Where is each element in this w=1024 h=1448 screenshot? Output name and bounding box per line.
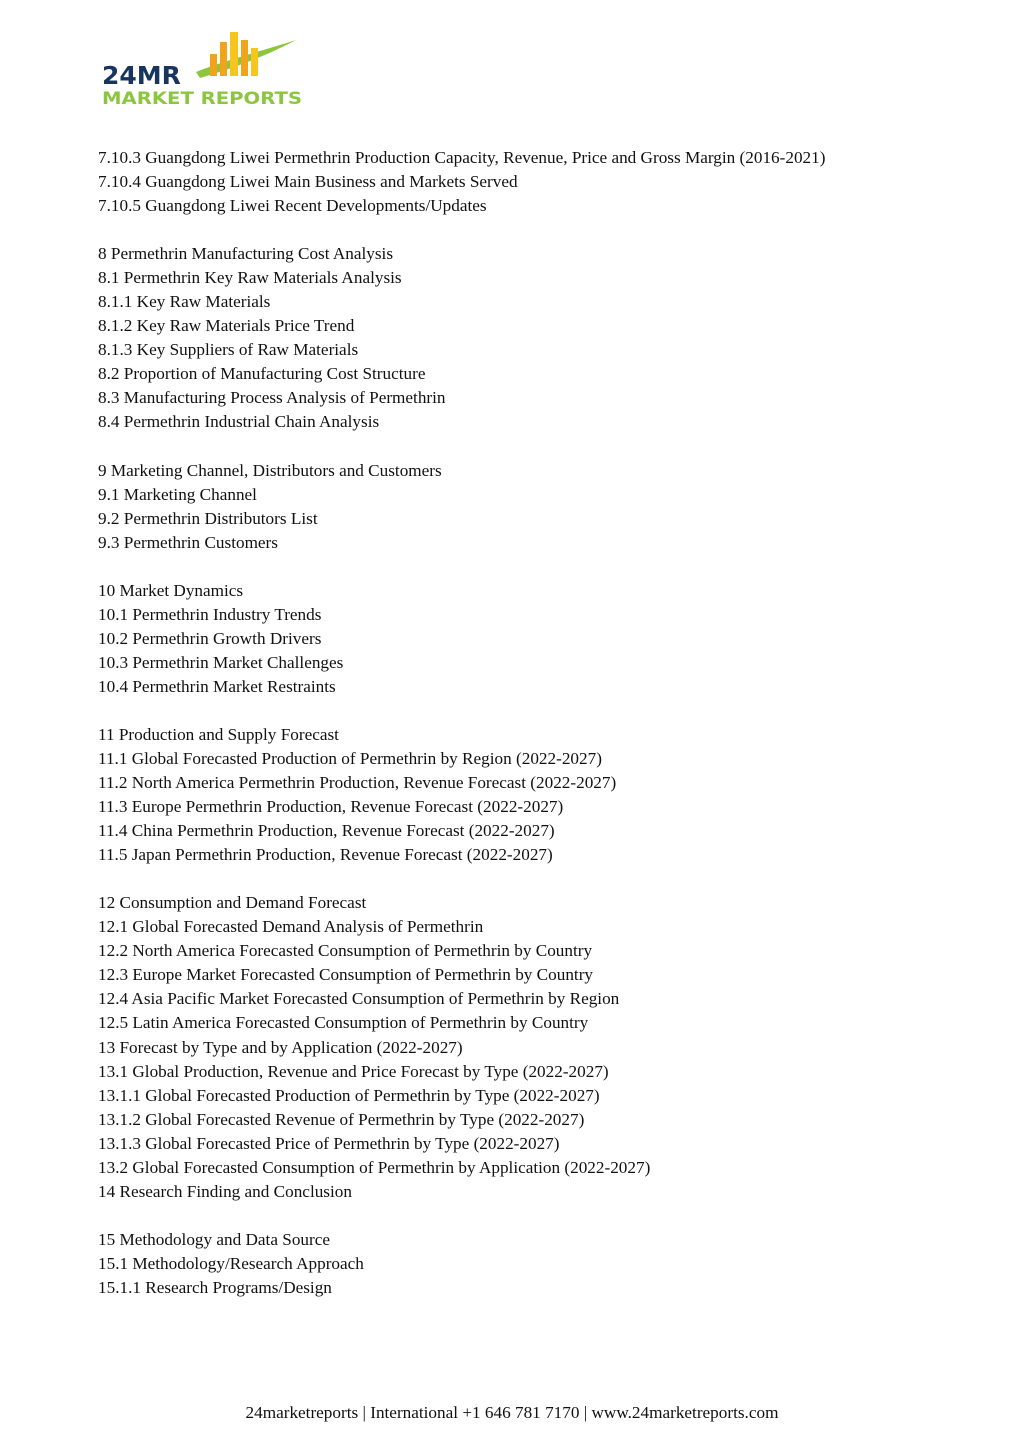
toc-entry: 8.1 Permethrin Key Raw Materials Analysis xyxy=(98,268,402,288)
toc-entry: 10.4 Permethrin Market Restraints xyxy=(98,676,336,696)
toc-entry: 11.4 China Permethrin Production, Revenue Forecast (2022-2027) xyxy=(98,821,555,841)
company-logo xyxy=(100,28,310,108)
toc-section xyxy=(98,1228,978,1300)
logo-name: 24MR xyxy=(102,61,181,90)
toc-entry: 13 Forecast by Type and by Application (2022-2027) xyxy=(98,1037,463,1057)
toc-entry: 9.3 Permethrin Customers xyxy=(98,532,278,552)
logo-graphic xyxy=(100,28,310,108)
toc-entry: 9.1 Marketing Channel xyxy=(98,484,257,504)
toc-entry: 10.1 Permethrin Industry Trends xyxy=(98,604,322,624)
table-of-contents xyxy=(98,146,978,1324)
toc-entry: 8.1.1 Key Raw Materials xyxy=(98,292,271,312)
toc-entry: 8.4 Permethrin Industrial Chain Analysis xyxy=(98,412,380,432)
logo-bar-3 xyxy=(230,32,238,76)
toc-entry: 13.1.2 Global Forecasted Revenue of Permethrin by Type (2022-2027) xyxy=(98,1109,585,1129)
toc-entry: 13.2 Global Forecasted Consumption of Permethrin by Application (2022-2027) xyxy=(98,1157,651,1177)
logo-bar-5 xyxy=(251,48,258,76)
toc-entry: 7.10.5 Guangdong Liwei Recent Developments/Updates xyxy=(98,196,487,216)
toc-entry: 15.1.1 Research Programs/Design xyxy=(98,1277,332,1297)
logo-bar-2 xyxy=(220,42,227,76)
toc-entry: 8.3 Manufacturing Process Analysis of Permethrin xyxy=(98,388,446,408)
toc-entry: 11.2 North America Permethrin Production, Revenue Forecast (2022-2027) xyxy=(98,773,617,793)
logo-subtitle: MARKET REPORTS xyxy=(102,89,302,108)
logo-bar-4 xyxy=(241,40,248,76)
footer-phone: International +1 646 781 7170 xyxy=(370,1403,580,1422)
toc-entry: 13.1 Global Production, Revenue and Price Forecast by Type (2022-2027) xyxy=(98,1061,609,1081)
footer-separator: | xyxy=(579,1403,592,1422)
toc-entry: 10 Market Dynamics xyxy=(98,580,244,600)
toc-entry: 10.3 Permethrin Market Challenges xyxy=(98,652,344,672)
toc-entry: 8.2 Proportion of Manufacturing Cost Structure xyxy=(98,364,426,384)
toc-entry: 8.1.2 Key Raw Materials Price Trend xyxy=(98,316,355,336)
toc-entry: 15 Methodology and Data Source xyxy=(98,1229,330,1249)
toc-entry: 8.1.3 Key Suppliers of Raw Materials xyxy=(98,340,359,360)
footer-website[interactable]: www.24marketreports.com xyxy=(591,1403,779,1422)
toc-section xyxy=(98,459,978,555)
footer-separator: | xyxy=(358,1403,371,1422)
toc-entry: 7.10.3 Guangdong Liwei Permethrin Production Capacity, Revenue, Price and Gross Margin (2016-2021) xyxy=(98,148,826,167)
toc-entry: 12 Consumption and Demand Forecast xyxy=(98,893,367,913)
toc-entry: 12.4 Asia Pacific Market Forecasted Consumption of Permethrin by Region xyxy=(98,989,620,1009)
toc-section xyxy=(98,891,978,1204)
logo-bar-1 xyxy=(210,54,217,76)
toc-entry: 9 Marketing Channel, Distributors and Customers xyxy=(98,460,442,480)
toc-entry: 13.1.3 Global Forecasted Price of Permethrin by Type (2022-2027) xyxy=(98,1133,560,1153)
toc-entry: 12.2 North America Forecasted Consumption of Permethrin by Country xyxy=(98,941,593,961)
toc-entry: 11 Production and Supply Forecast xyxy=(98,724,339,744)
toc-section xyxy=(98,242,978,434)
toc-entry: 14 Research Finding and Conclusion xyxy=(98,1181,352,1201)
footer-company: 24marketreports xyxy=(245,1403,359,1422)
toc-entry: 11.1 Global Forecasted Production of Permethrin by Region (2022-2027) xyxy=(98,748,602,768)
toc-entry: 13.1.1 Global Forecasted Production of Permethrin by Type (2022-2027) xyxy=(98,1085,600,1105)
toc-entry: 9.2 Permethrin Distributors List xyxy=(98,508,318,528)
toc-entry: 8 Permethrin Manufacturing Cost Analysis xyxy=(98,244,394,264)
toc-section xyxy=(98,146,978,218)
toc-section xyxy=(98,579,978,699)
toc-entry: 10.2 Permethrin Growth Drivers xyxy=(98,628,322,648)
toc-entry: 12.1 Global Forecasted Demand Analysis of Permethrin xyxy=(98,917,484,937)
toc-section xyxy=(98,723,978,867)
page-footer xyxy=(0,1401,1024,1425)
toc-entry: 15.1 Methodology/Research Approach xyxy=(98,1253,364,1273)
toc-entry: 11.5 Japan Permethrin Production, Revenue Forecast (2022-2027) xyxy=(98,845,553,865)
toc-entry: 11.3 Europe Permethrin Production, Revenue Forecast (2022-2027) xyxy=(98,797,564,817)
toc-entry: 12.3 Europe Market Forecasted Consumption of Permethrin by Country xyxy=(98,965,594,985)
toc-entry: 7.10.4 Guangdong Liwei Main Business and Markets Served xyxy=(98,172,518,192)
toc-entry: 12.5 Latin America Forecasted Consumption of Permethrin by Country xyxy=(98,1013,589,1033)
